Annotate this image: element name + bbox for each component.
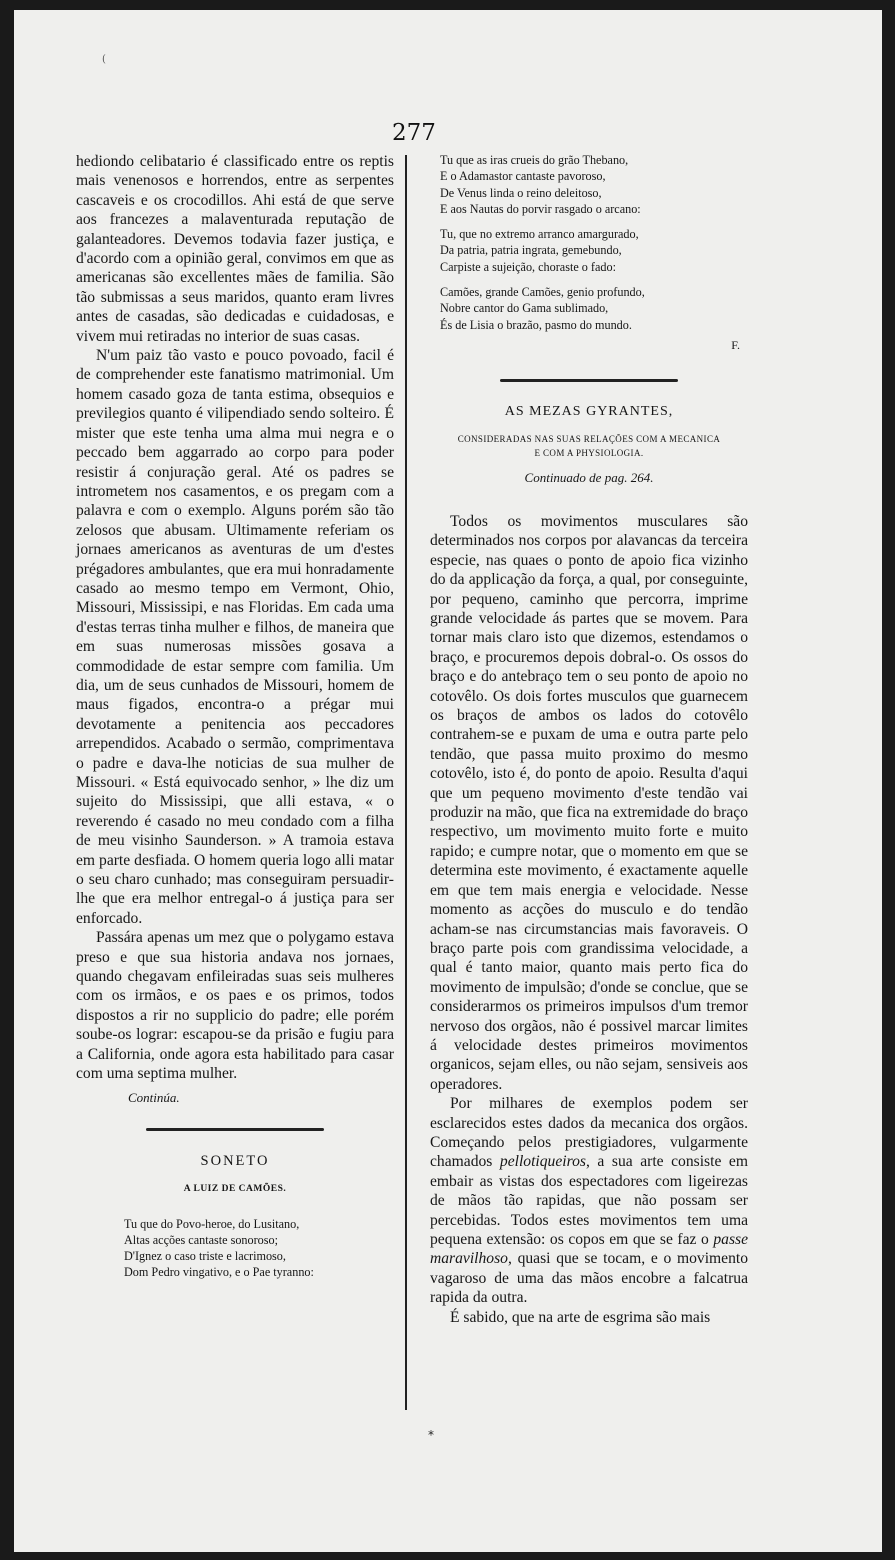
paragraph: hediondo celibatario é classificado entre os reptis mais venenosos e horrendos, entre as serpentes cascaveis e os crocodillos. Ahi está de que serve aos francezes a malaventurada reputação de galanteadores. Devemos todavia fazer justiça, e d'acordo com a opinião geral, convimos em que as americanas são excellentes mães de familia. São tão submissas a seus maridos, quanto eram livres antes de casadas, são dedicadas e cuidadosas, e vivem mui retiradas no interior de suas casas. <box>76 153 394 345</box>
paragraph: N'um paiz tão vasto e pouco povoado, facil é de comprehender este fanatismo matrimonial. Um homem casado goza de tanta estima, obsequios e previlegios quanto é vilipendiado sendo solteiro. É mister que este tenha uma alma mui negra e o peccado bem aggarrado ao corpo para poder resistir á conjuração geral. Até os padres se intrometem nos casamentos, e os pregam com a palavra e com o exemplo. Alguns porém são tão zelosos que abusam. Ultimamente referiam os jornaes americanos as aventuras de um d'estes prégadores ambulantes, que era mui honradamente casado ao mesmo tempo em Vermont, Ohio, Missouri, Mississipi, e nas Floridas. Em cada uma d'estas terras tinha mulher e filhos, de maneira que em suas numerosas missões gosava a commodidade de estar sempre com familia. Um dia, um de seus cunhados de Missouri, homem de maus figados, encontra-o a prégar mui devotamente a penitencia aos peccadores arrependidos. Acabado o sermão, comprimentava o padre e dava-lhe noticias de sua mulher de Missouri. « Está equivocado senhor, » lhe diz um sujeito do Mississipi, que alli estava, « o reverendo é casado no meu condado com a filha de meu visinho Saunderson. » A tramoia estava em parte desfiada. O homem queria logo alli matar o seu charo cunhado; mas conseguiram persuadir-lhe que era melhor entregal-o á justiça para ser enforcado. <box>76 347 394 927</box>
paragraph: Todos os movimentos musculares são determinados nos corpos por alavancas da terceira especie, nas quaes o ponto de apoio fica vizinho do da applicação da força, a qual, por conseguinte, por pequeno, caminho que percorra, imprime grande velocidade ás partes que se movem. Para tornar mais claro isto que dizemos, estendamos o braço, e procuremos depois dobral-o. Os ossos do braço e do antebraço tem o seu ponto de apoio no cotovêlo. Os dois fortes musculos que guarnecem os braços de ambos os lados do cotovêlo contrahem-se e puxam de uma e outra parte pelo tendão, que passa muito proximo do mesmo cotovêlo, isto é, do ponto de apoio. Resulta d'aqui que um pequeno movimento d'este tendão vai produzir na mão, que fica na extremidade do braço respectivo, um movimento muito forte e muito rapido; e cumpre notar, que o momento em que se determina este movimento, é exactamente aquelle em que tem mais energia e velocidade. Nesse momento as acções do musculo e do tendão acham-se nas circumstancias mais favoraveis. O braço parte pois com grandissima velocidade, a qual é tanto maior, quanto mais perto fica do movimento de impulsão; d'onde se conclue, que se considerarmos os primeiros impulsos d'um tremor nervoso dos orgãos, não é possivel marcar limites á velocidade destes primeiros movimentos organicos, sejam elles, ou não sejam, sensiveis aos operadores. <box>430 512 748 1093</box>
verse-line: D'Ignez o caso triste e lacrimoso, <box>124 1249 286 1264</box>
column-divider <box>405 155 407 1410</box>
section-rule <box>146 1128 324 1131</box>
footer-mark: * <box>428 1428 434 1442</box>
stanza <box>124 1216 394 1281</box>
soneto-dedication: A LUIZ DE CAMÕES. <box>183 1183 287 1194</box>
section-rule <box>500 379 678 382</box>
verse-line: Altas acções cantaste sonoroso; <box>124 1232 278 1247</box>
poem-signature: F. <box>731 337 740 352</box>
text-run: , a sua arte consiste em embair as vistas dos espectadores com ligeirezas de mãos tão rapidas, que não possam ser percebidas. Todos estes movimentos tem uma pequena extensão: os copos em que se faz o <box>430 1153 748 1248</box>
verse-line: Tu que do Povo-heroe, do Lusitano, <box>124 1216 300 1231</box>
stanza <box>440 226 748 275</box>
article-subtitle: CONSIDERADAS NAS SUAS RELAÇÕES COM A MECANICA <box>457 433 721 444</box>
left-column <box>76 152 394 1281</box>
paragraph: É sabido, que na arte de esgrima são mais <box>450 1308 711 1326</box>
text-run: Por milhares de exemplos podem ser esclarecidos estes dados da mecanica dos orgãos. Começando pelos prestigiadores, vulgarmente chamados <box>430 1095 748 1171</box>
paragraph: Passára apenas um mez que o polygamo estava preso e que sua historia andava nos jornaes, quando chegavam enfileiradas suas seis mulheres com os irmãos, e os paes e os primos, todos dispostos a rir no supplicio do padre; elle porém soube-os lograr: escapou-se da prisão e fugiu para a California, onde agora esta habilitado para casar com uma septima mulher. <box>76 929 394 1083</box>
page-number: 277 <box>392 120 436 146</box>
verse-line: És de Lisia o brazão, pasmo do mundo. <box>440 317 632 332</box>
italic-term: passe maravilhoso <box>430 1231 748 1268</box>
soneto-title: SONETO <box>200 1152 270 1169</box>
article-title: AS MEZAS GYRANTES, <box>504 403 674 419</box>
verse-line: Tu que as iras crueis do grão Thebano, <box>440 153 629 167</box>
soneto-continued <box>440 152 748 353</box>
article-subtitle: E COM A PHYSIOLOGIA. <box>534 447 644 458</box>
verse-line: Nobre cantor do Gama sublimado, <box>440 301 609 316</box>
right-column <box>430 152 748 1327</box>
verse-line: Tu, que no extremo arranco amargurado, <box>440 227 639 242</box>
continua-label: Continúa. <box>128 1089 180 1105</box>
stanza <box>440 284 748 333</box>
verse-line: Carpiste a sujeição, choraste o fado: <box>440 259 616 274</box>
text-run: , quasi que se tocam, e o movimento vagaroso de uma das mãos encobre a falcatrua rapida da outra. <box>430 1250 748 1307</box>
margin-mark: ( <box>102 54 106 65</box>
verse-line: Dom Pedro vingativo, e o Pae tyranno: <box>124 1265 314 1280</box>
verse-line: Camões, grande Camões, genio profundo, <box>440 285 645 300</box>
italic-term: pellotiqueiros <box>499 1153 586 1171</box>
verse-line: De Venus linda o reino deleitoso, <box>440 185 602 200</box>
stanza <box>440 152 748 217</box>
verse-line: Da patria, patria ingrata, gemebundo, <box>440 243 622 258</box>
soneto <box>76 1153 394 1281</box>
verse-line: E o Adamastor cantaste pavoroso, <box>440 169 606 184</box>
verse-line: E aos Nautas do porvir rasgado o arcano: <box>440 201 641 216</box>
paragraph <box>430 1094 748 1307</box>
continued-note: Continuado de pag. 264. <box>524 469 654 485</box>
